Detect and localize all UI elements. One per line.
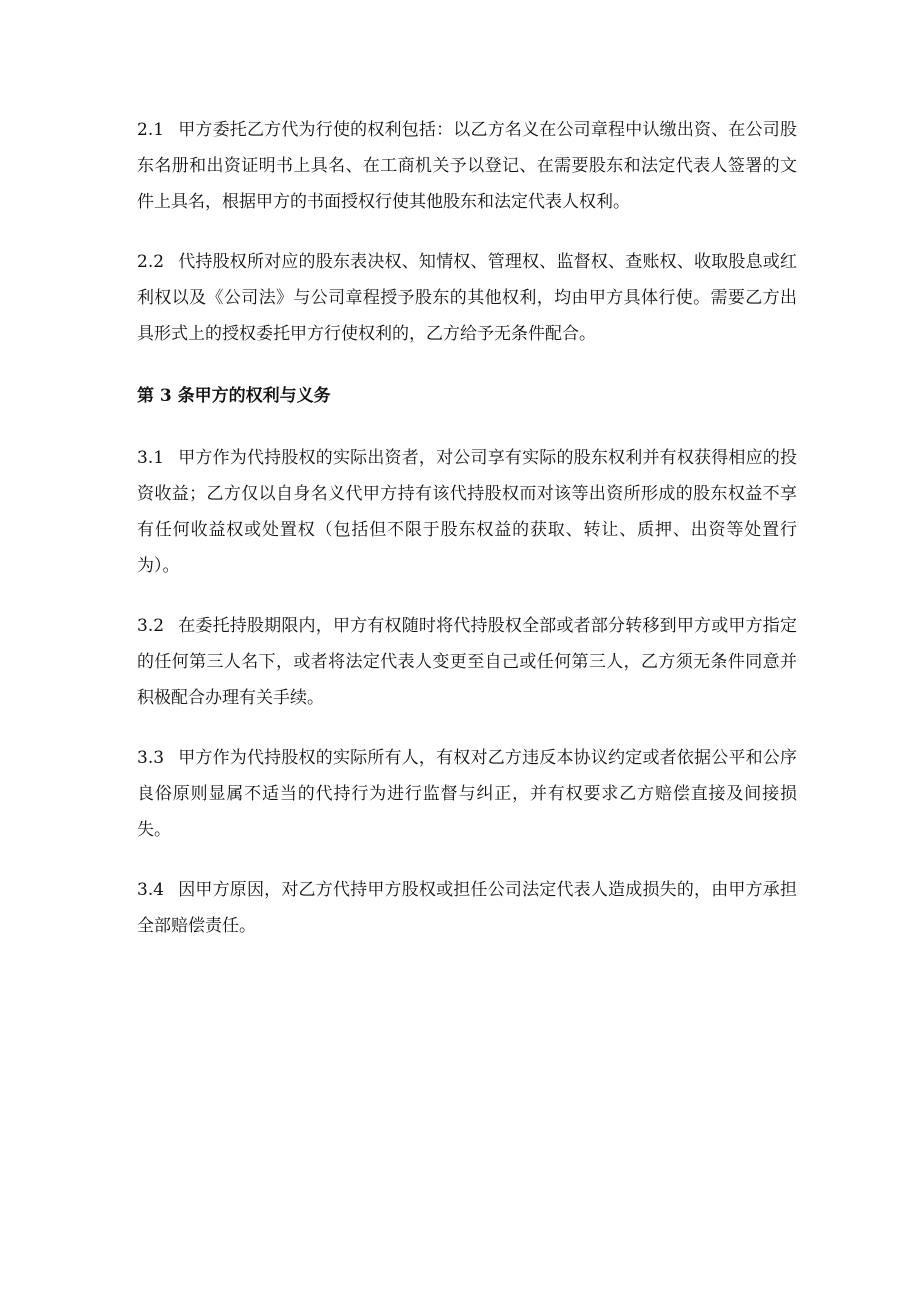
clause-3-3 — [137, 740, 797, 848]
paragraph-spacer — [137, 414, 797, 440]
article-3-heading: 第 3 条甲方的权利与义务 — [137, 386, 331, 406]
paragraph-spacer — [137, 352, 797, 378]
clause-3-1 — [137, 440, 797, 584]
document-body — [137, 112, 797, 944]
paragraph-spacer — [137, 220, 797, 244]
clause-text: 在委托持股期限内，甲方有权随时将代持股权全部或者部分转移到甲方或甲方指定的任何第三人名下，或者将法定代表人变更至自己或任何第三人，乙方须无条件同意并积极配合办理有关手续。 — [137, 616, 797, 708]
clause-text: 代持股权所对应的股东表决权、知情权、管理权、监督权、查账权、收取股息或红利权以及《公司法》与公司章程授予股东的其他权利，均由甲方具体行使。需要乙方出具形式上的授权委托甲方行使权利的，乙方给予无条件配合。 — [137, 252, 797, 344]
clause-number: 2.1 — [137, 120, 165, 140]
clause-number: 3.4 — [137, 880, 165, 900]
clause-2-2 — [137, 244, 797, 352]
clause-3-4 — [137, 872, 797, 944]
clause-text: 甲方作为代持股权的实际出资者，对公司享有实际的股东权利并有权获得相应的投资收益；乙方仅以自身名义代甲方持有该代持股权而对该等出资所形成的股东权益不享有任何收益权或处置权（包括但不限于股东权益的获取、转让、质押、出资等处置行为）。 — [137, 448, 797, 576]
paragraph-spacer — [137, 716, 797, 740]
paragraph-spacer — [137, 848, 797, 872]
clause-number: 3.3 — [137, 748, 165, 768]
clause-2-1 — [137, 112, 797, 220]
clause-number: 2.2 — [137, 252, 165, 272]
clause-text: 甲方委托乙方代为行使的权利包括：以乙方名义在公司章程中认缴出资、在公司股东名册和出资证明书上具名、在工商机关予以登记、在需要股东和法定代表人签署的文件上具名，根据甲方的书面授权行使其他股东和法定代表人权利。 — [137, 120, 797, 212]
clause-text: 甲方作为代持股权的实际所有人，有权对乙方违反本协议约定或者依据公平和公序良俗原则显属不适当的代持行为进行监督与纠正，并有权要求乙方赔偿直接及间接损失。 — [137, 748, 797, 840]
clause-text: 因甲方原因，对乙方代持甲方股权或担任公司法定代表人造成损失的，由甲方承担全部赔偿责任。 — [137, 880, 797, 936]
clause-number: 3.2 — [137, 616, 165, 636]
clause-number: 3.1 — [137, 448, 165, 468]
clause-3-2 — [137, 608, 797, 716]
paragraph-spacer — [137, 584, 797, 608]
